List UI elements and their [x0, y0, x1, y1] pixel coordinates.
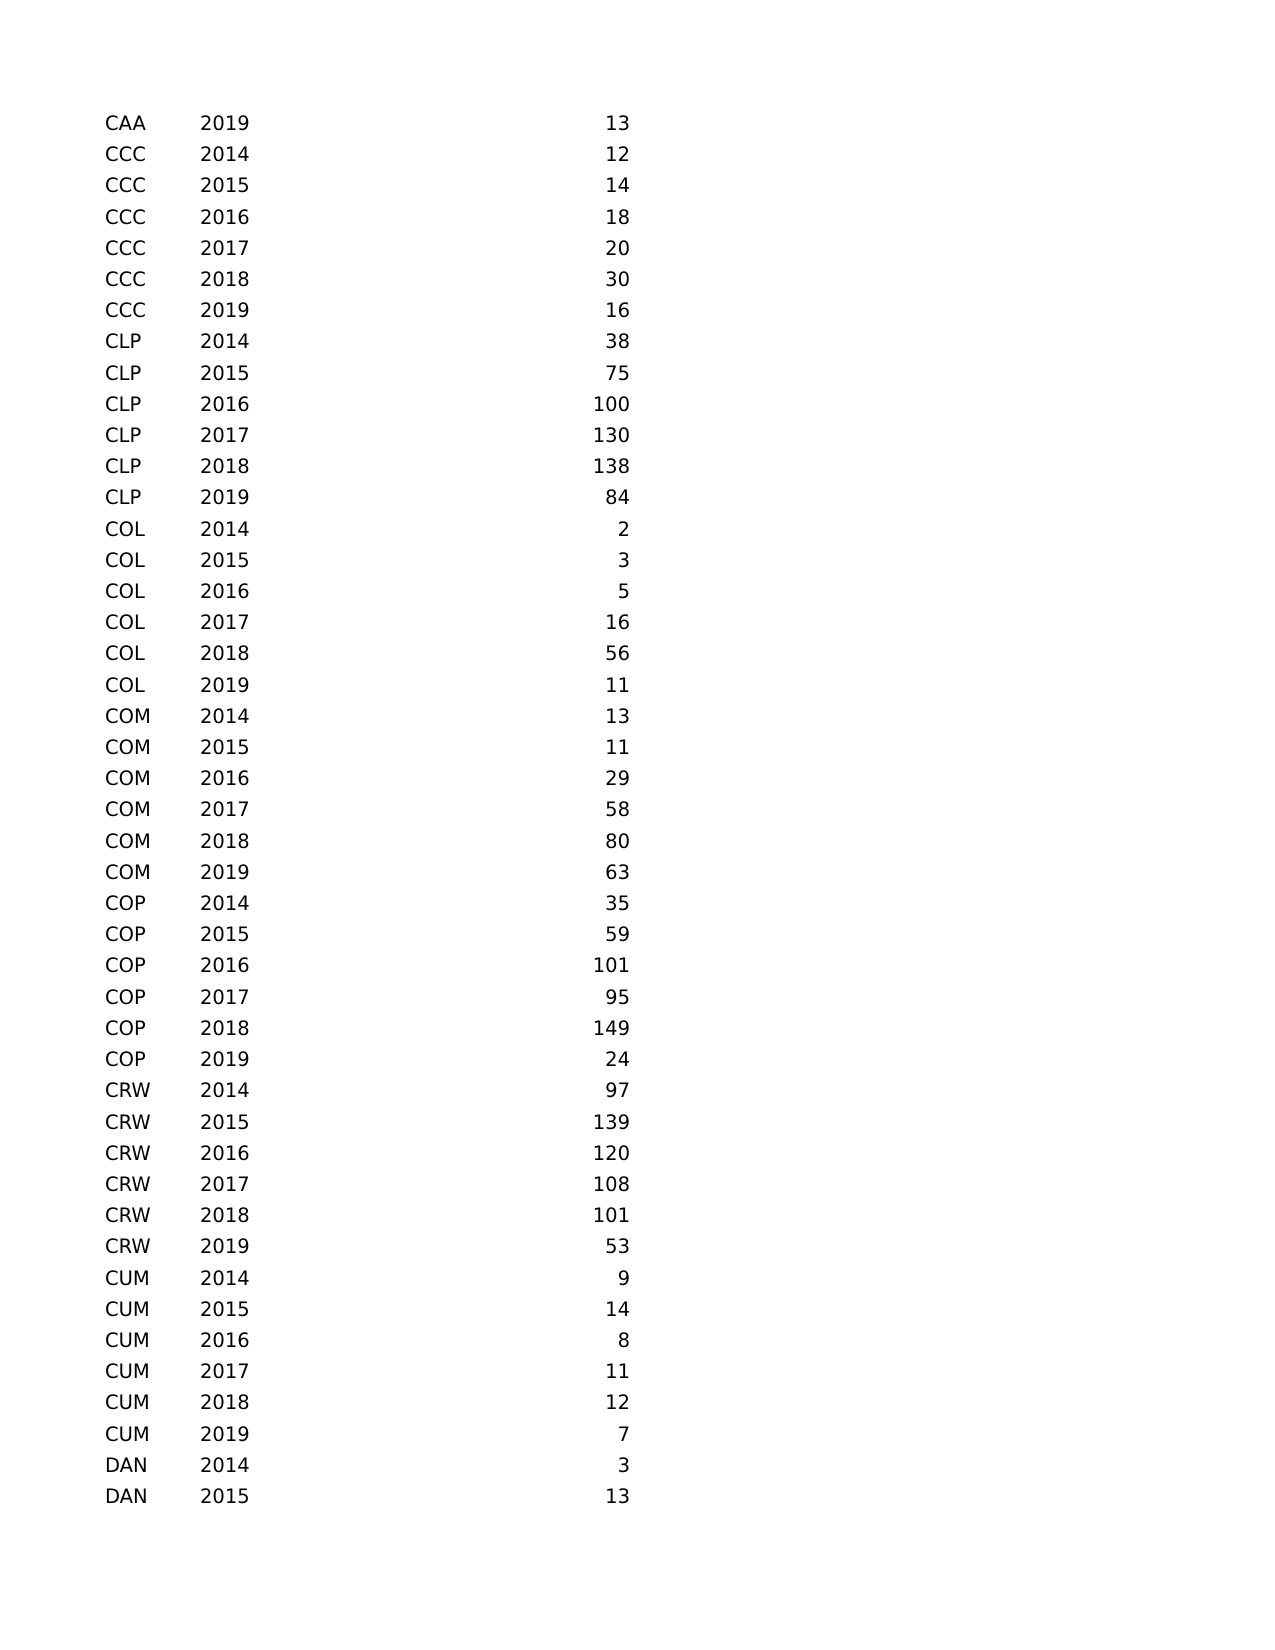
cell-code: CCC: [105, 236, 146, 260]
cell-value: 12: [605, 1391, 630, 1415]
cell-year: 2017: [200, 985, 250, 1009]
cell-code: COL: [105, 673, 145, 697]
cell-value: 130: [592, 424, 630, 448]
cell-code: CLP: [105, 424, 142, 448]
cell-year: 2018: [200, 1391, 250, 1415]
table-row: [105, 1231, 630, 1262]
cell-code: COM: [105, 798, 151, 822]
cell-year: 2015: [200, 736, 250, 760]
cell-code: CRW: [105, 1235, 151, 1259]
cell-year: 2014: [200, 1079, 250, 1103]
cell-code: COM: [105, 829, 151, 853]
cell-value: 5: [617, 580, 630, 604]
table-row: [105, 982, 630, 1013]
cell-code: CRW: [105, 1172, 151, 1196]
cell-code: CCC: [105, 205, 146, 229]
cell-value: 11: [605, 736, 630, 760]
cell-value: 101: [592, 954, 630, 978]
cell-code: CRW: [105, 1204, 151, 1228]
cell-code: COL: [105, 611, 145, 635]
cell-year: 2017: [200, 424, 250, 448]
cell-value: 97: [605, 1079, 630, 1103]
table-row: [105, 482, 630, 513]
cell-year: 2017: [200, 798, 250, 822]
cell-code: COL: [105, 517, 145, 541]
cell-value: 30: [605, 268, 630, 292]
cell-year: 2014: [200, 330, 250, 354]
cell-value: 13: [605, 1484, 630, 1508]
cell-year: 2019: [200, 1048, 250, 1072]
cell-code: CUM: [105, 1422, 150, 1446]
table-row: [105, 170, 630, 201]
table-row: [105, 1356, 630, 1387]
table-row: [105, 326, 630, 357]
cell-value: 108: [592, 1172, 630, 1196]
table-row: [105, 638, 630, 669]
cell-code: COM: [105, 767, 151, 791]
cell-code: COL: [105, 580, 145, 604]
cell-code: COP: [105, 892, 146, 916]
cell-year: 2015: [200, 361, 250, 385]
cell-value: 11: [605, 673, 630, 697]
cell-code: COM: [105, 704, 151, 728]
cell-code: CRW: [105, 1110, 151, 1134]
cell-value: 16: [605, 611, 630, 635]
cell-year: 2014: [200, 143, 250, 167]
cell-code: COL: [105, 642, 145, 666]
table-row: [105, 950, 630, 981]
cell-code: COM: [105, 736, 151, 760]
table-row: [105, 1325, 630, 1356]
cell-year: 2017: [200, 611, 250, 635]
table-row: [105, 732, 630, 763]
cell-year: 2016: [200, 205, 250, 229]
cell-value: 18: [605, 205, 630, 229]
cell-year: 2015: [200, 174, 250, 198]
cell-value: 3: [617, 548, 630, 572]
cell-value: 11: [605, 1360, 630, 1384]
table-row: [105, 857, 630, 888]
cell-value: 139: [592, 1110, 630, 1134]
cell-year: 2015: [200, 1110, 250, 1134]
data-table: [105, 108, 630, 1512]
cell-value: 29: [605, 767, 630, 791]
table-row: [105, 139, 630, 170]
cell-year: 2016: [200, 954, 250, 978]
table-row: [105, 233, 630, 264]
cell-value: 9: [617, 1266, 630, 1290]
cell-value: 35: [605, 892, 630, 916]
cell-year: 2017: [200, 1172, 250, 1196]
cell-value: 24: [605, 1048, 630, 1072]
cell-year: 2014: [200, 517, 250, 541]
cell-code: CAA: [105, 112, 146, 135]
cell-value: 75: [605, 361, 630, 385]
table-row: [105, 264, 630, 295]
cell-year: 2019: [200, 1422, 250, 1446]
table-row: [105, 763, 630, 794]
cell-year: 2016: [200, 1141, 250, 1165]
table-row: [105, 358, 630, 389]
cell-value: 59: [605, 923, 630, 947]
cell-code: COL: [105, 548, 145, 572]
table-row: [105, 1169, 630, 1200]
cell-year: 2016: [200, 580, 250, 604]
cell-code: CUM: [105, 1360, 150, 1384]
cell-year: 2019: [200, 673, 250, 697]
table-row: [105, 1481, 630, 1512]
table-row: [105, 514, 630, 545]
cell-value: 84: [605, 486, 630, 510]
cell-year: 2016: [200, 392, 250, 416]
cell-year: 2016: [200, 1328, 250, 1352]
cell-year: 2018: [200, 642, 250, 666]
table-row: [105, 794, 630, 825]
table-row: [105, 576, 630, 607]
cell-year: 2018: [200, 829, 250, 853]
cell-code: CLP: [105, 455, 142, 479]
cell-value: 120: [592, 1141, 630, 1165]
cell-code: CLP: [105, 330, 142, 354]
table-row: [105, 295, 630, 326]
cell-value: 100: [592, 392, 630, 416]
table-row: [105, 420, 630, 451]
cell-code: CUM: [105, 1391, 150, 1415]
cell-value: 8: [617, 1328, 630, 1352]
cell-code: CUM: [105, 1297, 150, 1321]
cell-year: 2017: [200, 1360, 250, 1384]
table-row: [105, 888, 630, 919]
cell-code: CCC: [105, 174, 146, 198]
table-row: [105, 202, 630, 233]
cell-value: 53: [605, 1235, 630, 1259]
cell-value: 13: [605, 112, 630, 135]
cell-code: CLP: [105, 361, 142, 385]
cell-year: 2016: [200, 767, 250, 791]
cell-year: 2014: [200, 892, 250, 916]
cell-year: 2014: [200, 1266, 250, 1290]
table-row: [105, 701, 630, 732]
cell-year: 2019: [200, 860, 250, 884]
cell-code: CUM: [105, 1328, 150, 1352]
table-row: [105, 451, 630, 482]
table-row: [105, 607, 630, 638]
table-row: [105, 108, 630, 139]
cell-code: COP: [105, 1048, 146, 1072]
cell-value: 2: [617, 517, 630, 541]
cell-year: 2015: [200, 548, 250, 572]
cell-value: 7: [617, 1422, 630, 1446]
table-row: [105, 670, 630, 701]
cell-year: 2017: [200, 236, 250, 260]
table-row: [105, 1013, 630, 1044]
cell-code: COP: [105, 923, 146, 947]
cell-value: 56: [605, 642, 630, 666]
table-row: [105, 1107, 630, 1138]
table-row: [105, 1044, 630, 1075]
cell-value: 63: [605, 860, 630, 884]
table-row: [105, 1138, 630, 1169]
cell-code: CUM: [105, 1266, 150, 1290]
cell-value: 13: [605, 704, 630, 728]
cell-code: COM: [105, 860, 151, 884]
cell-code: COP: [105, 954, 146, 978]
cell-value: 38: [605, 330, 630, 354]
table-row: [105, 919, 630, 950]
cell-value: 80: [605, 829, 630, 853]
cell-value: 58: [605, 798, 630, 822]
cell-code: CCC: [105, 299, 146, 323]
cell-code: DAN: [105, 1453, 148, 1477]
cell-code: CRW: [105, 1079, 151, 1103]
table-row: [105, 1450, 630, 1481]
cell-value: 3: [617, 1453, 630, 1477]
cell-code: CCC: [105, 268, 146, 292]
table-row: [105, 545, 630, 576]
data-table-body: [105, 108, 630, 1512]
cell-year: 2015: [200, 1484, 250, 1508]
cell-value: 101: [592, 1204, 630, 1228]
cell-code: CCC: [105, 143, 146, 167]
cell-year: 2015: [200, 923, 250, 947]
cell-value: 20: [605, 236, 630, 260]
table-row: [105, 1387, 630, 1418]
cell-year: 2014: [200, 704, 250, 728]
cell-year: 2014: [200, 1453, 250, 1477]
table-row: [105, 1200, 630, 1231]
cell-value: 16: [605, 299, 630, 323]
cell-year: 2019: [200, 1235, 250, 1259]
table-row: [105, 1294, 630, 1325]
cell-value: 14: [605, 174, 630, 198]
cell-year: 2018: [200, 1204, 250, 1228]
table-row: [105, 826, 630, 857]
cell-year: 2019: [200, 299, 250, 323]
cell-value: 95: [605, 985, 630, 1009]
table-row: [105, 1075, 630, 1106]
cell-year: 2018: [200, 268, 250, 292]
cell-value: 12: [605, 143, 630, 167]
table-row: [105, 1263, 630, 1294]
cell-year: 2018: [200, 1016, 250, 1040]
cell-value: 149: [592, 1016, 630, 1040]
cell-value: 138: [592, 455, 630, 479]
cell-code: CLP: [105, 486, 142, 510]
cell-code: DAN: [105, 1484, 148, 1508]
cell-year: 2018: [200, 455, 250, 479]
cell-year: 2015: [200, 1297, 250, 1321]
cell-year: 2019: [200, 112, 250, 135]
table-row: [105, 1419, 630, 1450]
cell-year: 2019: [200, 486, 250, 510]
cell-code: COP: [105, 985, 146, 1009]
cell-code: COP: [105, 1016, 146, 1040]
cell-code: CRW: [105, 1141, 151, 1165]
cell-value: 14: [605, 1297, 630, 1321]
cell-code: CLP: [105, 392, 142, 416]
table-row: [105, 389, 630, 420]
